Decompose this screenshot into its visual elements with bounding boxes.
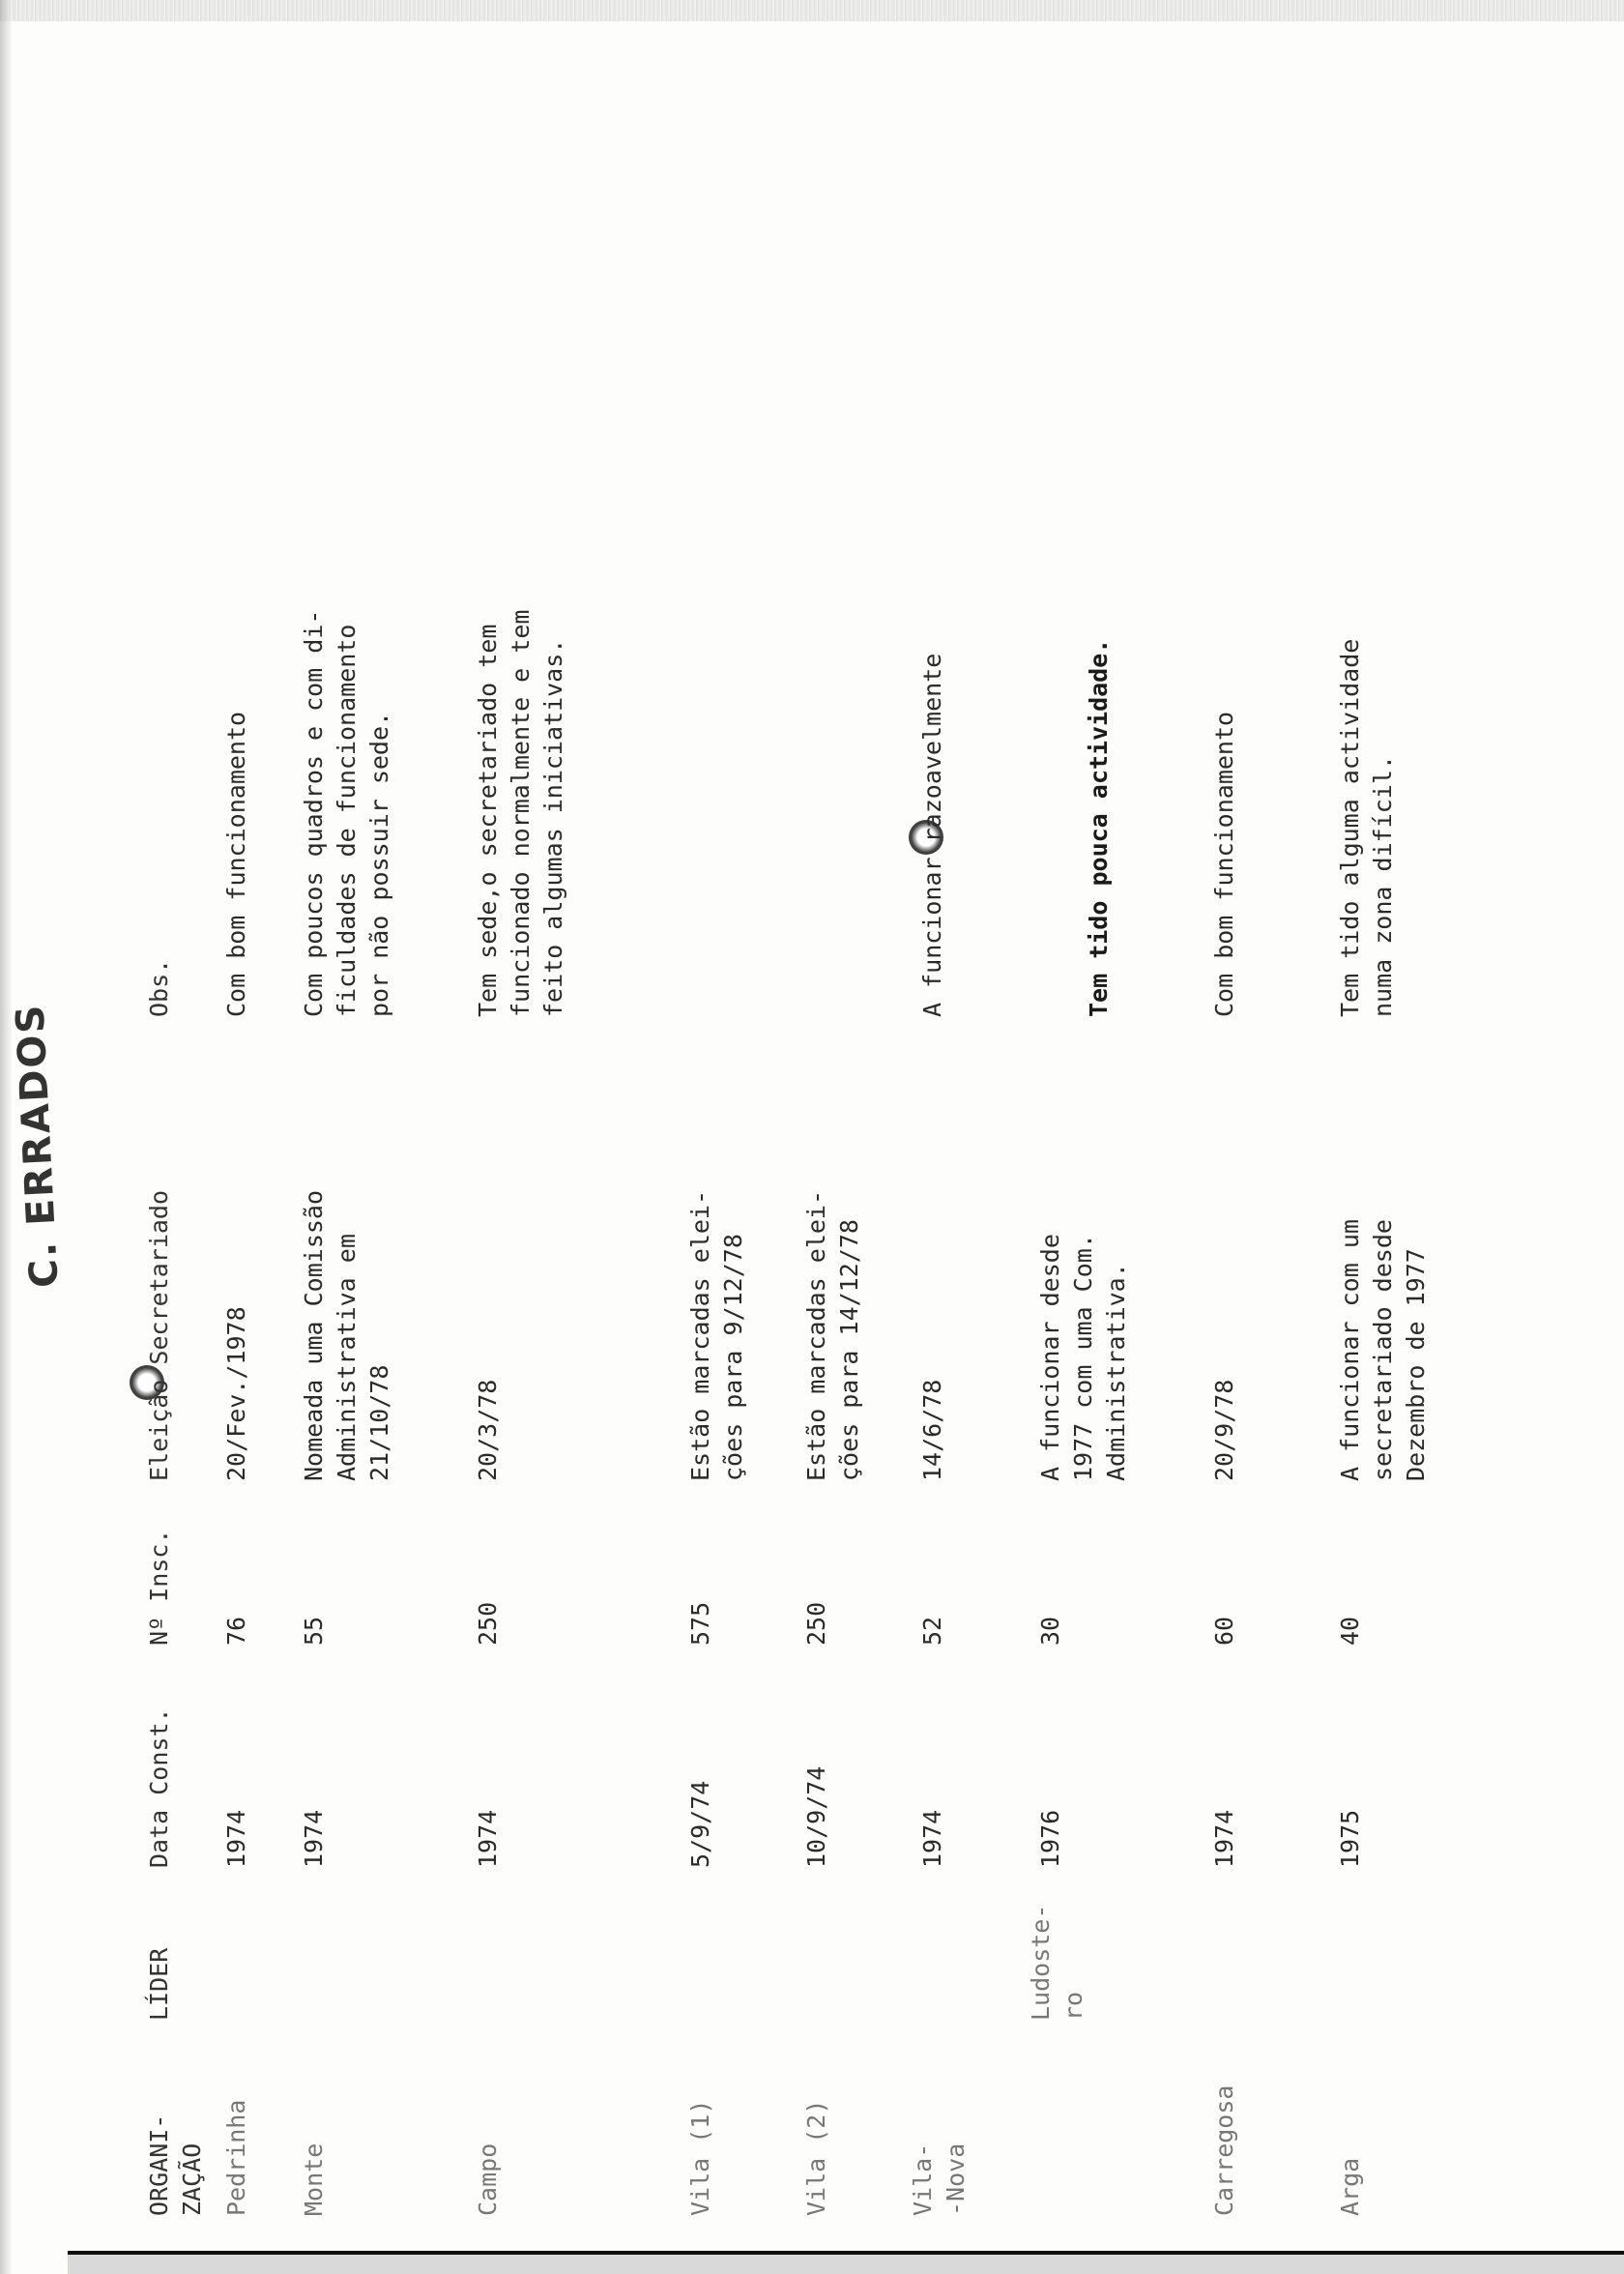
table-row-3-elec: 20/3/78 [474,1379,502,1481]
stamp: C. ERRADOS [8,1002,68,1290]
table-row-1-elec: 20/Fev./1978 [222,1306,250,1481]
table-row-5-elec: Estão marcadas elei- ções para 14/12/78 [802,1189,863,1481]
table-row-4-insc: 575 [686,1601,714,1646]
table-row-7-date: 1976 [1036,1809,1064,1868]
table-row-9-org: Arga [1336,2157,1364,2216]
table-row-8-date: 1974 [1210,1809,1238,1868]
table-row-9-elec: A funcionar com um secretariado desde Dezembro de 1977 [1336,1219,1430,1481]
table-row-4-elec: Estão marcadas elei- ções para 9/12/78 [686,1189,747,1481]
table-row-1-date: 1974 [222,1809,250,1868]
table-row-2-obs: Com poucos quadros e com di- ficuldades de funcionamento por não possuir sede. [300,609,393,1017]
table-row-5-date: 10/9/74 [802,1765,830,1868]
table-row-9-insc: 40 [1336,1616,1364,1646]
table-row-6-insc: 52 [918,1616,946,1646]
table-row-2-elec: Nomeada uma Comissão Administrativa em 21/10/78 [300,1189,393,1481]
table-row-2-insc: 55 [300,1616,328,1646]
table-row-1-insc: 76 [222,1616,250,1646]
table-row-4-date: 5/9/74 [686,1780,714,1868]
table-row-3-insc: 250 [474,1601,502,1646]
table-row-6-elec: 14/6/78 [918,1379,946,1481]
table-row-8-obs: Com bom funcionamento [1210,711,1238,1017]
header-n-insc: Nº Insc. [145,1529,173,1646]
table-row-6-date: 1974 [918,1809,946,1868]
table-row-9-obs: Tem tido alguma actividade numa zona difícil. [1336,638,1397,1017]
header-obs: Obs. [145,958,173,1017]
header-data-const: Data Const. [145,1707,173,1868]
table-row-7-elec: A funcionar desde 1977 com uma Com. Administrativa. [1036,1234,1130,1481]
header-responsavel: LÍDER [145,1947,173,2021]
table-row-8-insc: 60 [1210,1616,1238,1646]
table-row-9-date: 1975 [1336,1809,1364,1868]
table-row-6-org: Vila- -Nova [909,2143,970,2216]
table-row-3-date: 1974 [474,1809,502,1868]
table-row-2-org: Monte [300,2143,328,2216]
table-row-6-obs: A funcionar razoavelmente [918,653,946,1017]
table-row-1-obs: Com bom funcionamento [222,711,250,1017]
header-eleicao: Eleição Secretariado [145,1189,173,1481]
table-row-5-org: Vila (2) [802,2099,830,2216]
table-row-8-elec: 20/9/78 [1210,1379,1238,1481]
table-row-5-insc: 250 [802,1601,830,1646]
table-row-4-org: Vila (1) [686,2099,714,2216]
table-row-7-insc: 30 [1036,1616,1064,1646]
table-row-2-date: 1974 [300,1809,328,1868]
table-row-3-org: Campo [474,2143,502,2216]
table-row-8-org: Carregosa [1210,2084,1238,2216]
table-row-7-resp: Ludoste- ro [1027,1904,1088,2021]
table-row-7-obs: Tem tido pouca actividade. [1085,638,1113,1017]
table-row-3-obs: Tem sede,o secretariado tem funcionado normalmente e tem feito algumas iniciativas. [474,609,567,1017]
header-organizacao: ORGANI- ZAÇÃO [145,2114,206,2216]
table-row-1-org: Pedrinha [222,2099,250,2216]
